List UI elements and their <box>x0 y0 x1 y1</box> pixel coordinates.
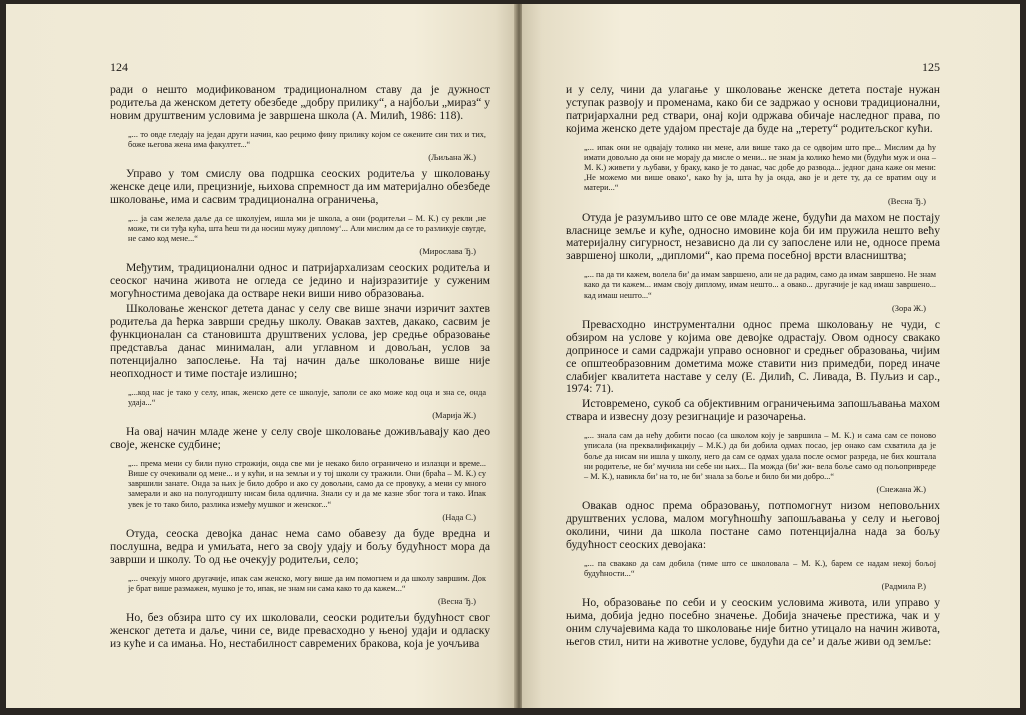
body-paragraph: ради о нешто модификованом традиционалном ставу да је дужност родитеља да женском детету обезбеде „добру прилику“, а најбољи „мираз“ у новим друштвеним условима је завршена школа (А. Милић, 1986: 118). <box>110 83 490 122</box>
interview-quote: „...код нас је тако у селу, ипак, женско дете се школује, заполи се ако може код оца и зна се, онда удаја...“ <box>128 387 486 407</box>
interview-quote: „... ипак они не одвајају толико ни мене, али више тако да се одвојим што пре... Мислим да ћу имати довољно да они не морају да мисле о мени... не знам ја колико ћемо ми (будући муж и она – М. К.) живети у љубави, у браку, како је то данас, час добе до развода... једног дана каже он мени: ,Не можемо ми више овако‘, како ћу ја, шта ћу ја онда, ако је и дете ту, да се вратим оцу и матери...“ <box>584 142 936 193</box>
page-number: 124 <box>110 60 128 74</box>
left-page <box>6 4 516 708</box>
body-paragraph: Отуда, сеоска девојка данас нема само обавезу да буде вредна и послушна, ведра и умиљата, него за своју удају и бољу будућност мора да заврши и школу. То од ње очекују родитељи, село; <box>110 526 490 566</box>
body-paragraph: Но, без обзира што су их школовали, сеоски родитељи будућност свог женског детета и даље, чини се, виде превасходно у њеној удаји и одласку из куће и са имања. Но, нестабилност савремених бракова, која је уочљива <box>110 610 490 650</box>
quote-attribution: (Снежана Ж.) <box>876 484 926 495</box>
quote-attribution: (Зора Ж.) <box>891 302 926 313</box>
interview-quote: „... очекују много другачије, ипак сам женско, могу више да им помогнем и да школу завршим. Док је брат више размажен, мушко је то, ипак, не знам ни сама како то да кажем...“ <box>128 573 486 593</box>
quote-attribution: (Мирослава Ђ.) <box>419 246 476 257</box>
right-text-column <box>566 84 940 649</box>
interview-quote: „... према мени су били пуно строжији, онда све ми је некако било ограничено и излазци и време... Више су очекивали од мене... и у кући, и на земљи и у тој школи су тражили. Они (браћа – М. К.) су завршили занате. Онда за њих је било добро и ако су довољни, само да се провуку, а мени су много замерали и ако на полугодишту нисам била одлична. Знали су и да ме казне због тога и тако. Ипак увек је то тако било, разлика између мушког и женског...“ <box>128 458 486 509</box>
body-paragraph: Но, образовање по себи и у сеоским условима живота, или управо у њима, добија једно посебно значење. Добија значење престижа, чак и у оним случајевима када то школовање није битно утицало на начин живота, његов стил, нити на животне услове, будући да се’ и даље живи од земље: <box>566 596 940 648</box>
body-paragraph: Управо у том смислу ова подршка сеоских родитеља у школовању женске деце или, прецизније, њихова спремност да им материјално обезбеде школовање, има и сасвим традиционална ограничења, <box>110 167 490 206</box>
body-paragraph: Овакав однос према образовању, потпомогнут низом неповољних друштвених услова, малом могућношћу запошљавања у селу и његовој околини, чини да школа постане само потенцијална нада за бољу будућност сеоских девојака: <box>566 499 940 551</box>
quote-attribution: (Весна Ђ.) <box>887 195 926 206</box>
quote-attribution: (Љиљана Ж.) <box>428 152 476 163</box>
right-page-content <box>522 4 1020 649</box>
left-page-content <box>6 4 516 651</box>
body-paragraph: На овај начин младе жене у селу своје школовање доживљавају као део своје, женске судбине; <box>110 425 490 451</box>
body-paragraph: и у селу, чини да улагање у школовање женске детета постаје нужан уступак развоју и променама, како би се задржао у основи традиционални, патријархални ред ствари, онај који одржава обичаје наследног права, по којима женско дете удајом престаје да буде на „терету“ родитељског кући. <box>566 83 940 135</box>
page-number: 125 <box>922 60 940 74</box>
quote-attribution: (Весна Ђ.) <box>437 595 476 606</box>
body-paragraph: Међутим, традиционални однос и патријархализам сеоских родитеља и сеоског начина живота не огледа се једино и најизразитије у суженим могућностима девојака да остваре неки виши ниво образовања. <box>110 261 490 301</box>
quote-attribution: (Радмила Р.) <box>881 581 926 592</box>
interview-quote: „... ја сам желела даље да се школујем, ишла ми је школа, а они (родитељи – М. К.) су рекли ,не може, ти си туђа кућа, шта ћеш ти да носиш мужу диплому‘... Али мислим да се то разликује свугде, не само код мене...“ <box>128 213 486 244</box>
body-paragraph: Превасходно инструментални однос према школовању не чуди, с обзиром на услове у којима ове девојке одрастају. Овом односу свакако доприносе и сами садржаји управо основног и средњег образовања, чијим се општеобразовним дометима може ставити низ примедби, поред иначе слабијег квалитета наставе у селу (Е. Дилић, С. Ливада, В. Пуљиз и сар., 1974: 71). <box>566 317 940 396</box>
body-paragraph: Истовремено, сукоб са објективним ограничењима запошљавања махом ствара и извесну дозу резигнације и разочарења. <box>566 397 940 424</box>
interview-quote: „... знала сам да нећу добити посао (са школом коју је завршила – М. К.) и сама сам се поново уписала (на преквалификацију – М.К.) да би добила одмах посао, јер онако сам схватила да је боље да нисам ни ишла у школу, него да сам се одмах удала после осмог разреда, не бих коштала ни родитеље, не би’ мучила ни себе ни њих... Па можда (би’ жи- вела боље само од пољопривреде – М. К.), навикла би’ на то, не би’ знала за боље и било би ми добро...“ <box>584 431 936 481</box>
body-paragraph: Школовање женског детета данас у селу све више значи изричит захтев родитеља да ћерка заврши средњу школу. Овакав захтев, дакако, сасвим је функционалан са становишта друштвених услова, јер средње образовање представља данас минималан, али углавном и довољан, услов за потенцијално запослење. На тај начин даље школовање више није неопходност и тиме постаје излишно; <box>110 302 490 380</box>
left-text-column <box>110 84 490 651</box>
right-page <box>522 4 1020 708</box>
quote-attribution: (Нада С.) <box>442 511 476 522</box>
interview-quote: „... па да ти кажем, волела би’ да имам завршено, али не да радим, само да имам завршено. Не знам како да ти кажем... имам своју диплому, имам нешто... а овако... другачије је кад имаш завршено... кад имаш нешто...“ <box>584 270 936 300</box>
body-paragraph: Отуда је разумљиво што се ове младе жене, будући да махом не постају власнице земље и куће, односно имовине која би им пружила нешто већу материјалну сигурност, независно да ли су запослене или не, односе према завршеној школи, „дипломи“, као према посебној врсти власништва; <box>566 210 940 263</box>
interview-quote: „... то овде гледају на један други начин, као рецимо фину прилику којом се ожените син тих и тих, боже његова жена има факултет...“ <box>128 129 486 149</box>
quote-attribution: (Марија Ж.) <box>432 410 476 421</box>
interview-quote: „... па свакако да сам добила (тиме што се школовала – М. К.), барем се надам некој бољој будућности...“ <box>584 558 936 578</box>
